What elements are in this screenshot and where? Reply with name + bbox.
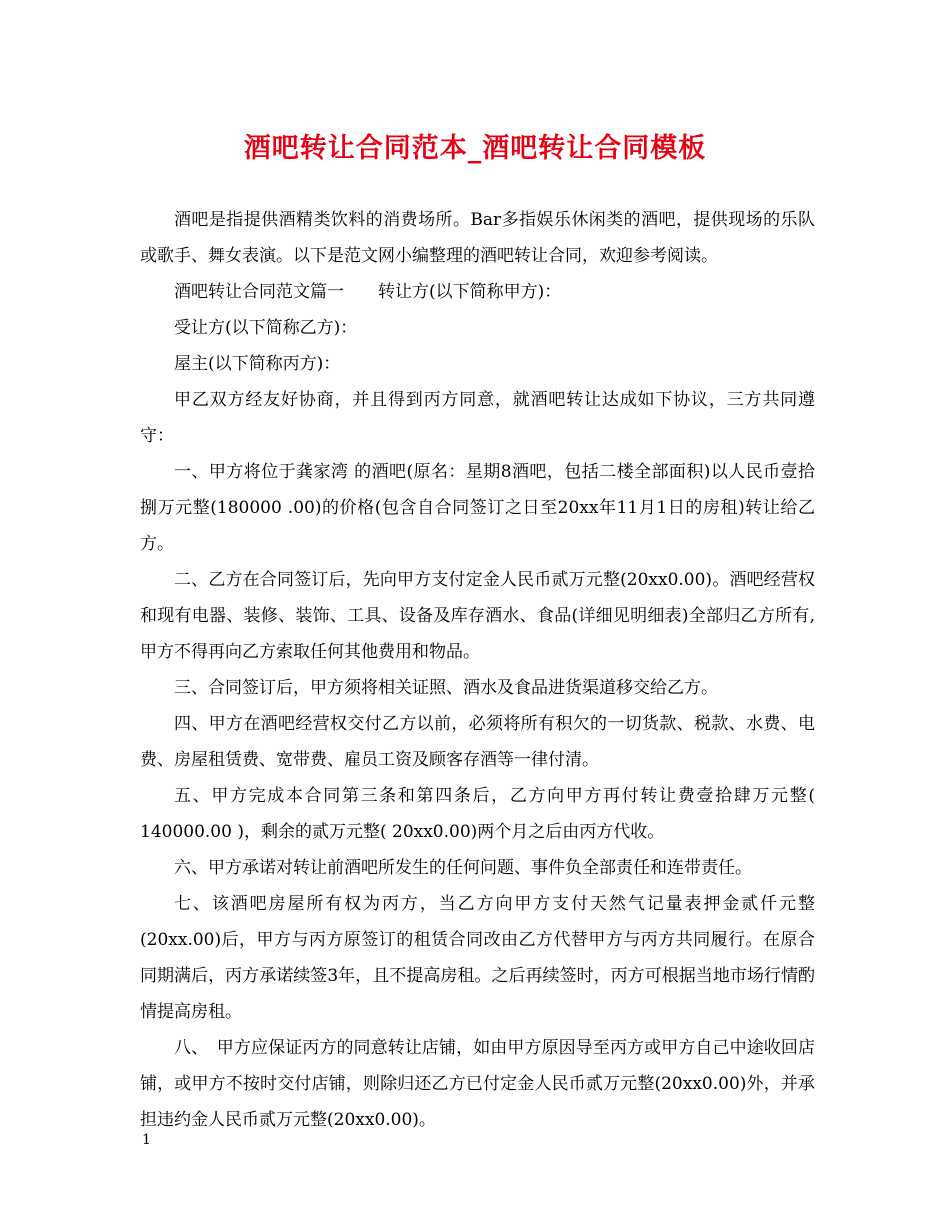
paragraph-transferee: 受让方(以下简称乙方)： xyxy=(174,318,358,338)
document-title: 酒吧转让合同范本_酒吧转让合同模板 xyxy=(243,133,707,164)
clause-4: 四、甲方在酒吧经营权交付乙方以前，必须将所有积欠的一切货款、税款、水费、电费、房屋租赁费、宽带费、雇员工资及顾客存酒等一律付清。 xyxy=(140,714,815,770)
clause-8: 八、 甲方应保证丙方的同意转让店铺，如由甲方原因导至丙方或甲方自己中途收回店铺，或甲方不按时交付店铺，则除归还乙方已付定金人民币贰万元整(20xx0.00)外，并承担违约金人民币贰万元整(20xx0.00)。 xyxy=(140,1038,815,1130)
clause-7: 七、该酒吧房屋所有权为丙方，当乙方向甲方支付天然气记量表押金贰仟元整(20xx.00)后，甲方与丙方原签订的租赁合同改由乙方代替甲方与丙方共同履行。在原合同期满后，丙方承诺续签3年，且不提高房租。之后再续签时，丙方可根据当地市场行情酌情提高房租。 xyxy=(140,894,815,1022)
paragraph-intro: 酒吧是指提供酒精类饮料的消费场所。Bar多指娱乐休闲类的酒吧，提供现场的乐队或歌手、舞女表演。以下是范文网小编整理的酒吧转让合同，欢迎参考阅读。 xyxy=(140,210,815,266)
clause-1: 一、甲方将位于龚家湾 的酒吧(原名：星期8酒吧，包括二楼全部面积)以人民币壹拾捌万元整(180000 .00)的价格(包含自合同签订之日至20xx年11月1日的房租)转让给乙方。 xyxy=(140,462,815,554)
clause-6: 六、甲方承诺对转让前酒吧所发生的任何问题、事件负全部责任和连带责任。 xyxy=(174,858,752,878)
clause-5: 五、甲方完成本合同第三条和第四条后，乙方向甲方再付转让费壹拾肆万元整( 140000.00 )，剩余的贰万元整( 20xx0.00)两个月之后由丙方代收。 xyxy=(140,786,815,842)
page-number: 1 xyxy=(142,1132,151,1148)
paragraph-agreement: 甲乙双方经友好协商，并且得到丙方同意，就酒吧转让达成如下协议，三方共同遵守： xyxy=(140,390,815,446)
paragraph-owner: 屋主(以下简称丙方)： xyxy=(174,354,341,374)
document-body xyxy=(140,202,815,1138)
paragraph-transferor: 酒吧转让合同范文篇一 转让方(以下简称甲方)： xyxy=(174,282,562,302)
clause-2: 二、乙方在合同签订后，先向甲方支付定金人民币贰万元整(20xx0.00)。酒吧经营权和现有电器、装修、装饰、工具、设备及库存酒水、食品(详细见明细表)全部归乙方所有,甲方不得再向乙方索取任何其他费用和物品。 xyxy=(140,570,815,662)
clause-3: 三、合同签订后，甲方须将相关证照、酒水及食品进货渠道移交给乙方。 xyxy=(174,678,718,698)
